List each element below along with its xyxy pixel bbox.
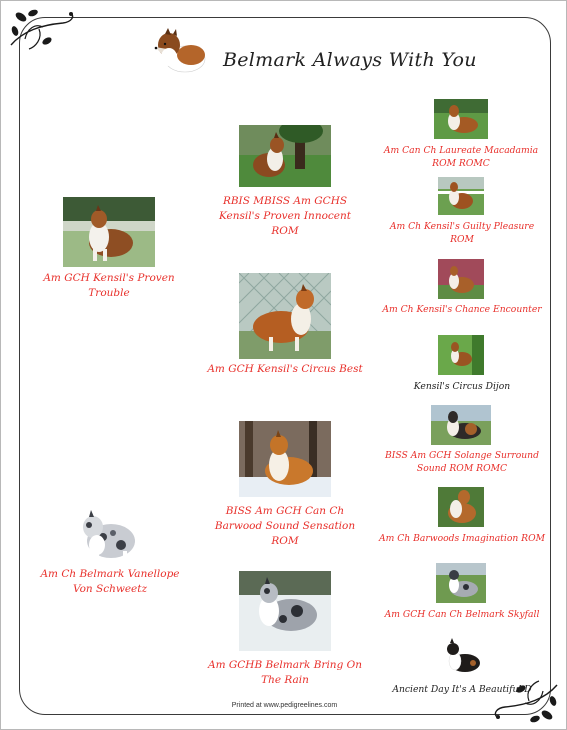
ggp-7-photo [436, 563, 486, 603]
ggp-6-caption: Am Ch Barwoods Imagination ROM [378, 533, 546, 544]
ggp-5-photo [431, 405, 491, 445]
title-sheltie-portrait [149, 27, 209, 77]
ggp-1-caption: Am Can Ch Laureate Macadamia ROM ROMC [383, 145, 539, 169]
subject-photo [77, 507, 141, 563]
dam-sire-photo [239, 421, 331, 497]
ggp-4-photo [438, 335, 484, 375]
sire-sire-photo [239, 125, 331, 187]
ggp-2-photo [438, 177, 484, 215]
ggp-8-caption: Ancient Day It's A Beautiful D [392, 684, 532, 695]
ggp-1-photo [434, 99, 488, 139]
ggp-6-photo [438, 487, 484, 527]
dam-dam-caption: Am GCHB Belmark Bring On The Rain [207, 659, 363, 686]
sire-photo [63, 197, 155, 267]
page-title: Belmark Always With You [223, 49, 477, 71]
ggp-3-caption: Am Ch Kensil's Chance Encounter [382, 304, 542, 315]
top-left-swirl-ornament [5, 5, 79, 55]
dam-dam-photo [239, 571, 331, 651]
ggp-5-caption: BISS Am GCH Solange Surround Sound ROM ROMC [385, 450, 539, 474]
sire-dam-photo [239, 273, 331, 359]
ggp-8-photo [439, 637, 485, 677]
subject-caption: Am Ch Belmark Vanellope Von Schweetz [40, 568, 180, 595]
ggp-3-photo [438, 259, 484, 299]
sire-caption: Am GCH Kensil's Proven Trouble [43, 272, 175, 299]
sire-dam-caption: Am GCH Kensil's Circus Best [207, 363, 363, 375]
ggp-7-caption: Am GCH Can Ch Belmark Skyfall [384, 609, 540, 620]
page-footer: Printed at www.pedigreelines.com [231, 702, 338, 709]
ggp-2-caption: Am Ch Kensil's Guilty Pleasure ROM [389, 221, 535, 245]
dam-sire-caption: BISS Am GCH Can Ch Barwood Sound Sensation ROM [214, 505, 356, 547]
sire-sire-caption: RBIS MBISS Am GCHS Kensil's Proven Innocent ROM [219, 195, 351, 237]
ggp-4-caption: Kensil's Circus Dijon [413, 381, 511, 392]
